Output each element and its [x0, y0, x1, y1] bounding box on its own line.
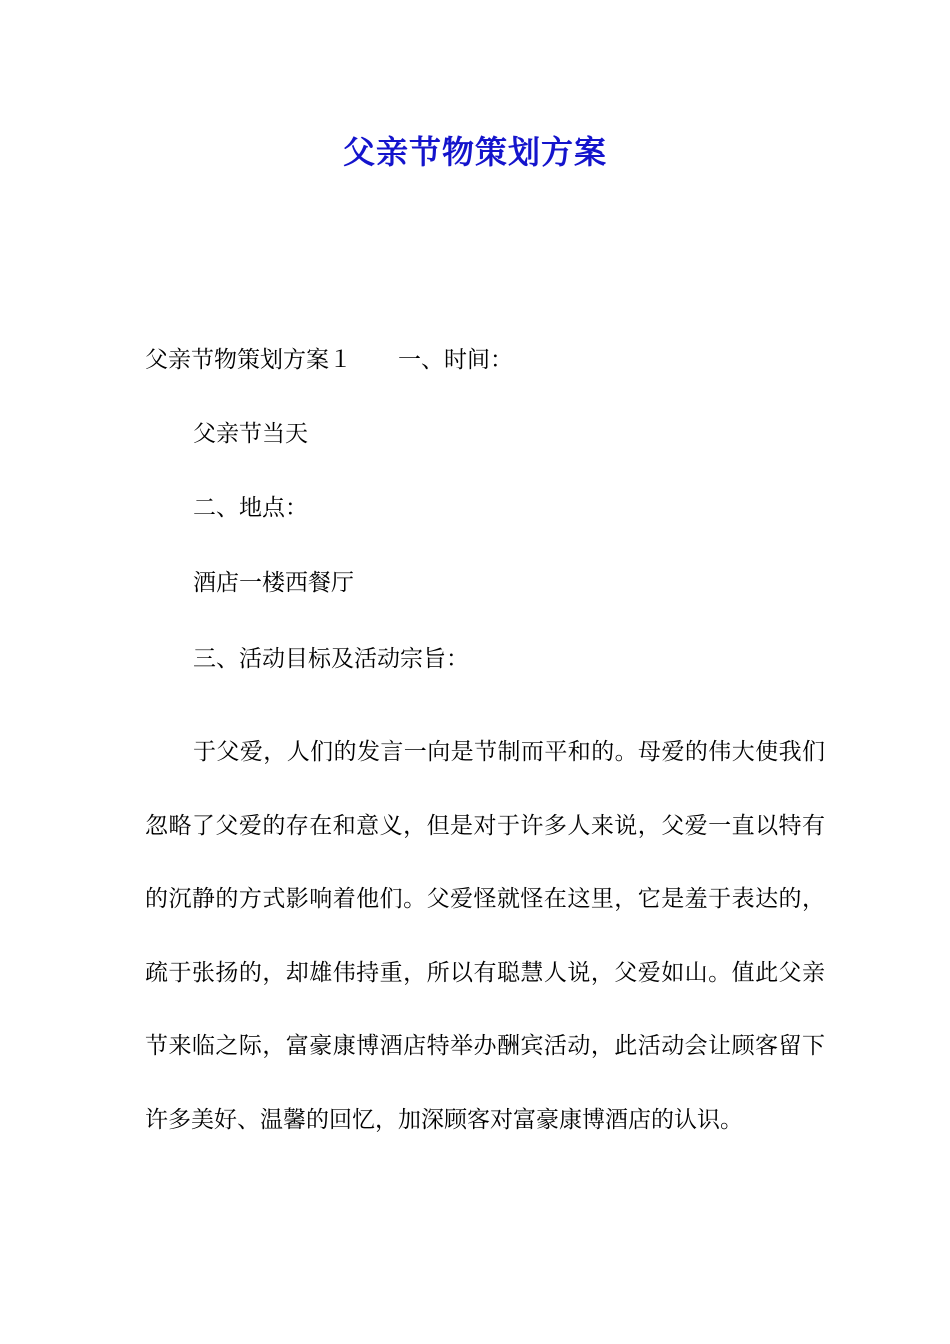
section-1-title: 一、时间： [398, 347, 513, 373]
section-3-paragraph: 于父爱，人们的发言一向是节制而平和的。母爱的伟大使我们忽略了父爱的存在和意义，但是对于许多人来说，父爱一直以特有的沉静的方式影响着他们。父爱怪就怪在这里，它是羞于表达的，疏于张扬的，却雄伟持重，所以有聪慧人说，父爱如山。值此父亲节来临之际，富豪康博酒店特举办酬宾活动，此活动会让顾客留下许多美好、温馨的回忆，加深顾客对富豪康博酒店的认识。 [145, 739, 825, 1133]
section-1-body: 父亲节当天 [193, 421, 308, 447]
section-3-title: 三、活动目标及活动宗旨： [193, 646, 469, 672]
section-2-body: 酒店一楼西餐厅 [193, 570, 354, 596]
plan-heading: 父亲节物策划方案１ [145, 347, 352, 373]
section-2-title: 二、地点： [193, 495, 308, 521]
document-title: 父亲节物策划方案 [342, 133, 607, 171]
heading-line [145, 343, 835, 377]
